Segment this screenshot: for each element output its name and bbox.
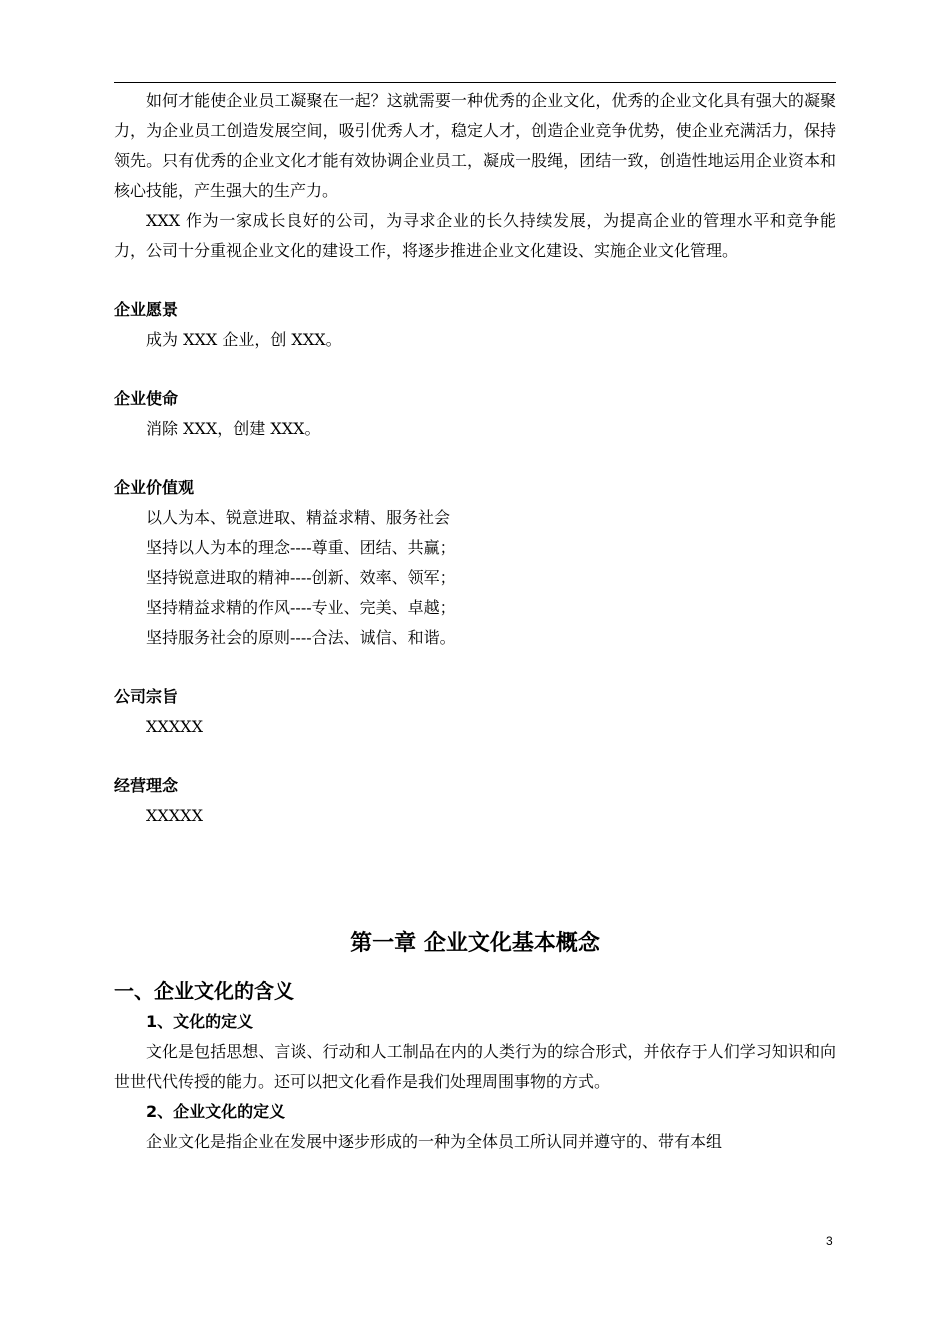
chapter-title: 第一章 企业文化基本概念: [350, 931, 600, 956]
purpose-heading: 公司宗旨: [114, 687, 179, 706]
mission-heading: 企业使命: [114, 389, 179, 408]
values-line: 坚持以人为本的理念----尊重、团结、共赢；: [146, 538, 456, 557]
values-line: 坚持精益求精的作风----专业、完美、卓越；: [146, 598, 456, 617]
vision-heading: 企业愿景: [114, 300, 179, 319]
values-line: 坚持服务社会的原则----合法、诚信、和谐。: [146, 628, 456, 647]
vision-text: 成为 XXX 企业，创 XXX。: [146, 330, 342, 349]
subsection-heading: 1、文化的定义: [146, 1012, 254, 1031]
intro-paragraph-2: XXX 作为一家成长良好的公司，为寻求企业的长久持续发展，为提高企业的管理水平和竞争能力，公司十分重视企业文化的建设工作，将逐步推进企业文化建设、实施企业文化管理。: [114, 211, 836, 260]
mission-text: 消除 XXX，创建 XXX。: [146, 419, 321, 438]
subsection-heading: 2、企业文化的定义: [146, 1102, 286, 1121]
page-content: [114, 86, 836, 1157]
header-rule: [114, 82, 836, 83]
values-line: 坚持锐意进取的精神----创新、效率、领军；: [146, 568, 456, 587]
page-number: 3: [826, 1234, 833, 1248]
purpose-text: XXXXX: [146, 717, 203, 736]
philosophy-heading: 经营理念: [114, 776, 179, 795]
intro-paragraph-1: 如何才能使企业员工凝聚在一起？这就需要一种优秀的企业文化，优秀的企业文化具有强大的凝聚力，为企业员工创造发展空间，吸引优秀人才，稳定人才，创造企业竞争优势，使企业充满活力，保持领先。只有优秀的企业文化才能有效协调企业员工，凝成一股绳，团结一致，创造性地运用企业资本和核心技能，产生强大的生产力。: [114, 91, 836, 200]
corporate-culture-definition-text: 企业文化是指企业在发展中逐步形成的一种为全体员工所认同并遵守的、带有本组: [146, 1132, 723, 1151]
philosophy-text: XXXXX: [146, 806, 203, 825]
values-heading: 企业价值观: [114, 478, 195, 497]
values-line: 以人为本、锐意进取、精益求精、服务社会: [146, 508, 451, 527]
culture-definition-text: 文化是包括思想、言谈、行动和人工制品在内的人类行为的综合形式，并依存于人们学习知识和向世世代代传授的能力。还可以把文化看作是我们处理周围事物的方式。: [114, 1042, 836, 1091]
section-heading: 一、企业文化的含义: [114, 979, 294, 1003]
